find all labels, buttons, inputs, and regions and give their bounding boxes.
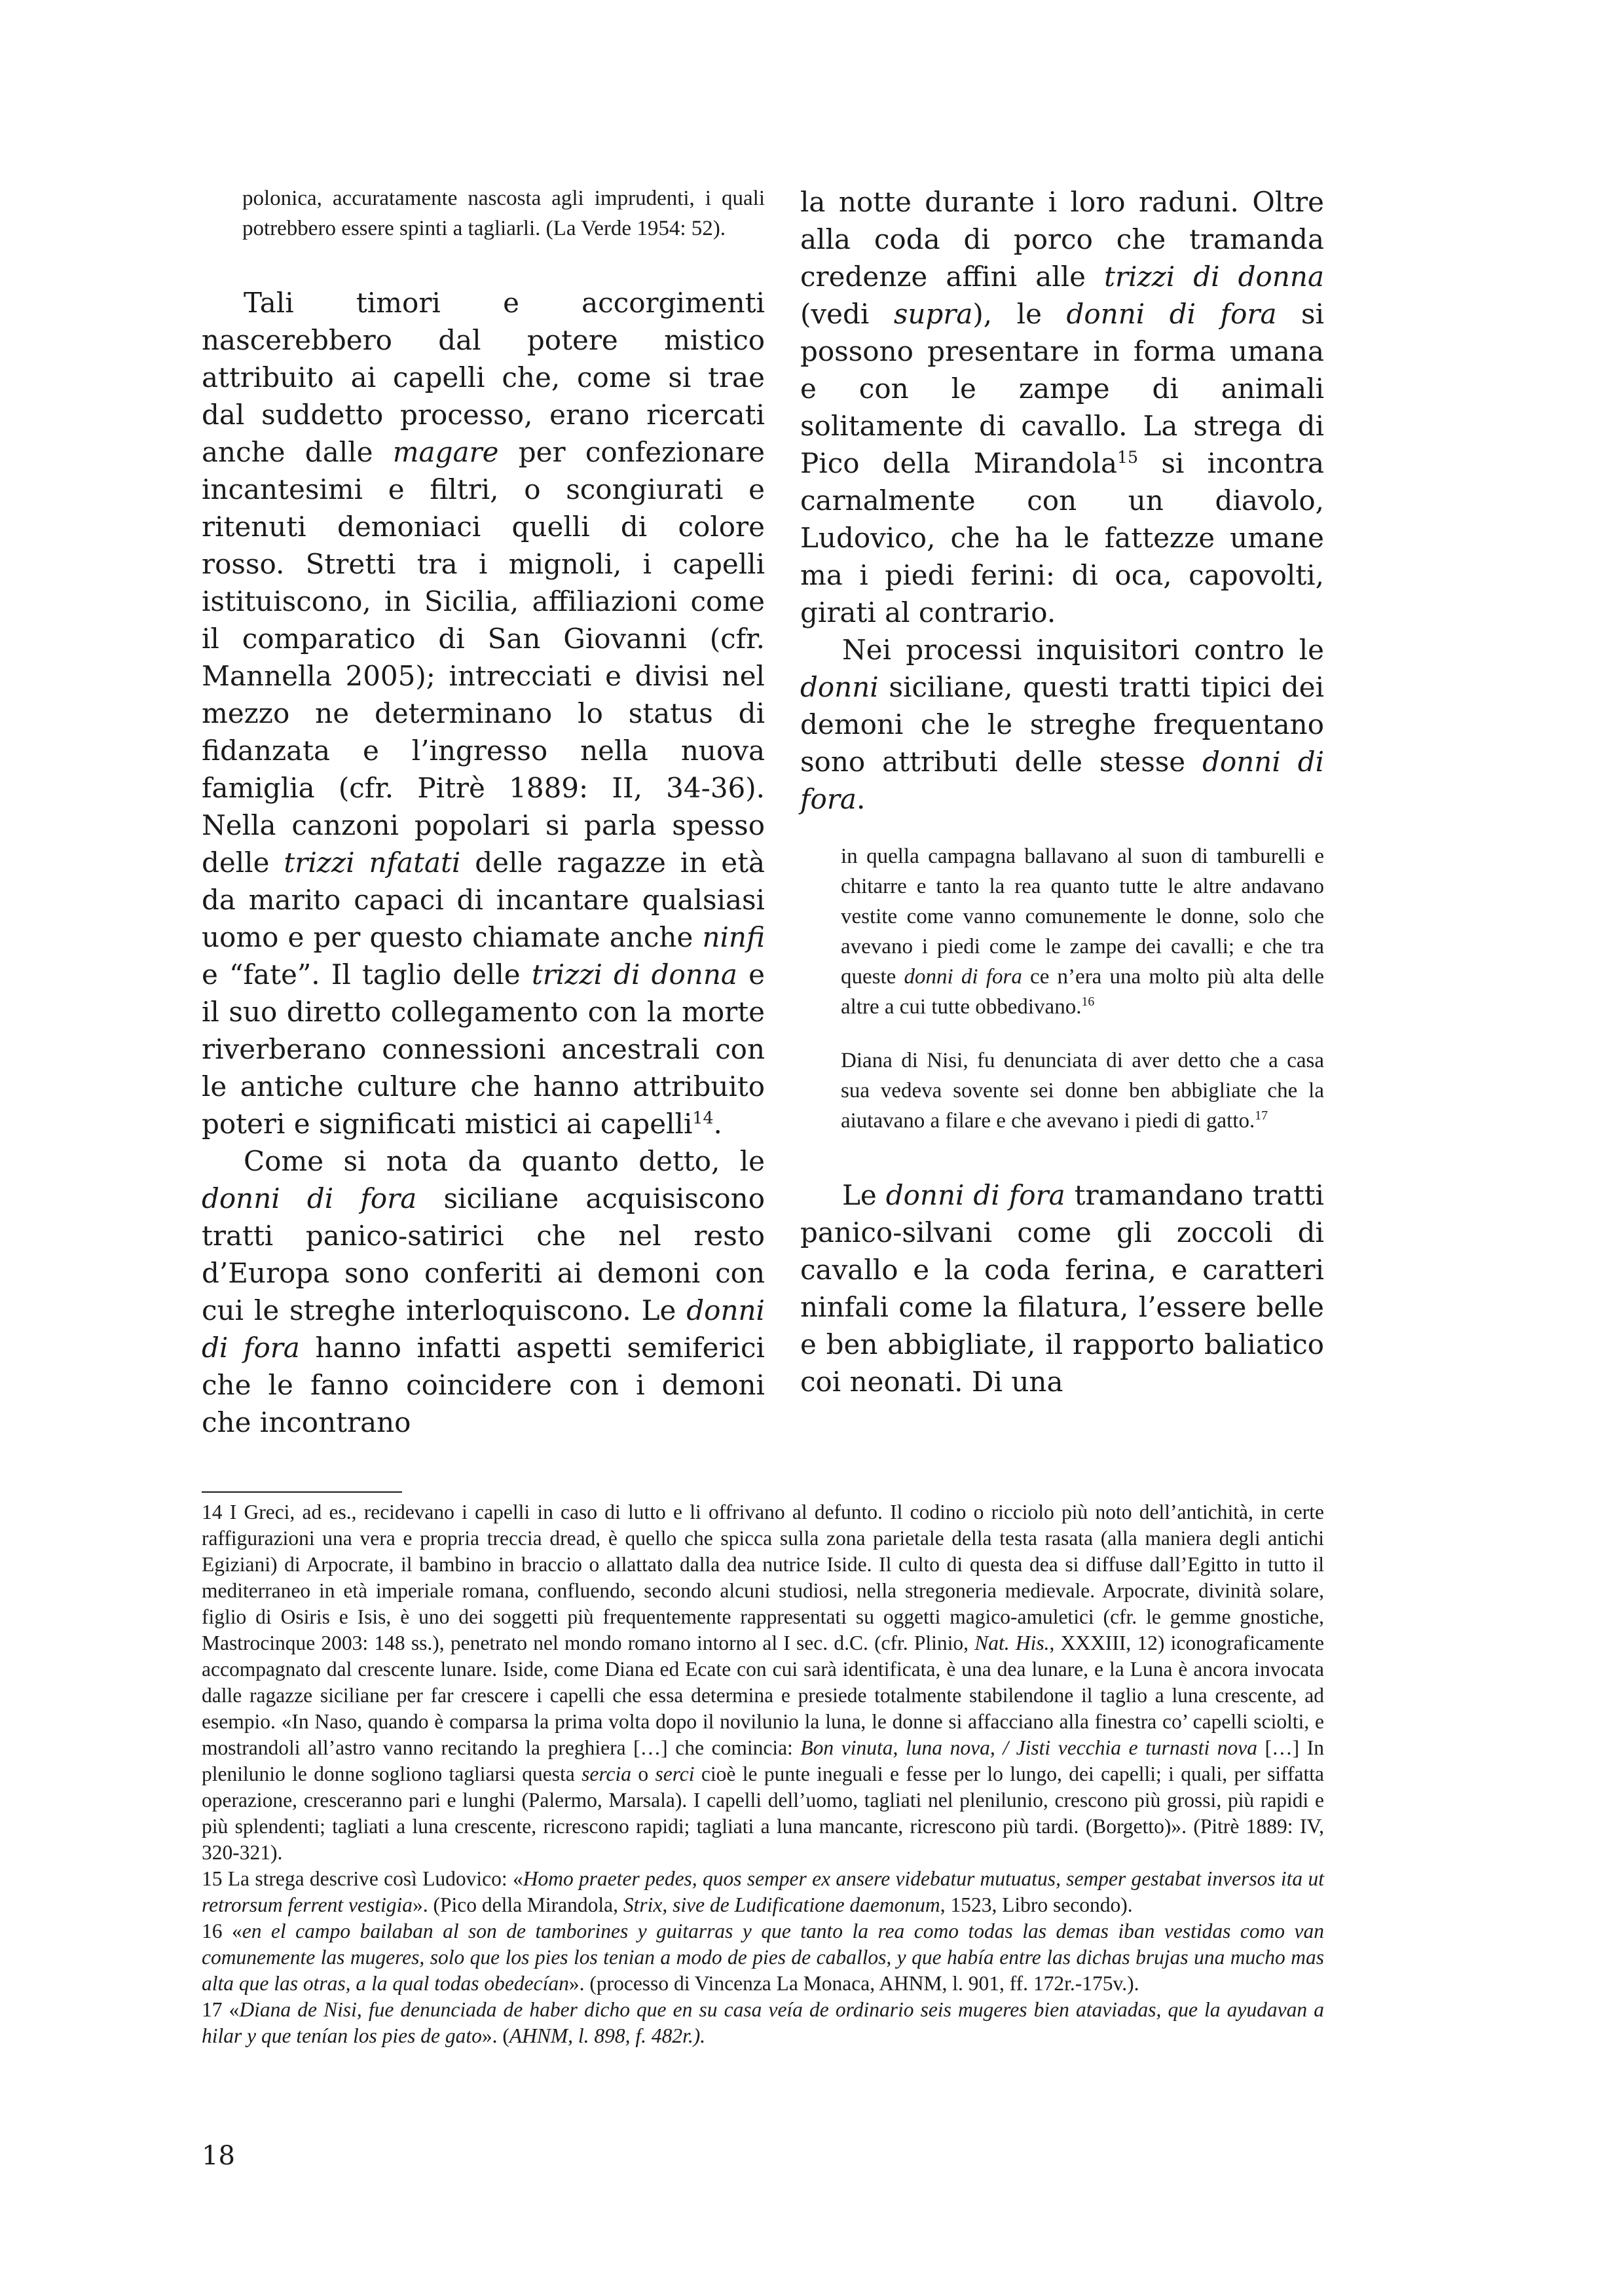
left-column [202,183,765,1441]
footnote-ref: 17 [1255,1108,1268,1123]
body-paragraph: Le donni di fora tramandano tratti panico-silvani come gli zoccoli di cavallo e la coda ferina, e caratteri ninfali come la filatura, l’essere belle e ben abbigliate, il rapporto baliatico coi neonati. Di una [800,1179,1324,1398]
block-quote: Diana di Nisi, fu denunciata di aver detto che a casa sua vedeva sovente sei donne ben abbigliate che la aiutavano a filare e che avevano i piedi di gatto.$^{17}$ [841,1049,1324,1133]
page-number: 18 [202,2141,235,2171]
footnotes [202,1499,1324,2049]
footnote-ref: 14 [692,1108,714,1127]
block-quote-continuation: polonica, accuratamente nascosta agli imprudenti, i quali potrebbero essere spinti a tagliarli. (La Verde 1954: 52). [242,187,765,240]
footnote-ref: 15 [1117,448,1139,467]
footnote-16: 16 «en el campo bailaban al son de tamborines y guitarras y que tanto la rea como todas las demas iban vestidas como van comunemente las mugeres, solo que los pies los tenian a modo de pies de caballos, y que había entre las dichas brujas una mucho mas alta que las otras, a la qual todas obedecían». (processo di Vincenza La Monaca, AHNM, l. 901, ff. 172r.-175v.). [202,1920,1325,1995]
right-column [800,183,1324,1400]
body-paragraph: Tali timori e accorgimenti nascerebbero dal potere mistico attribuito ai capelli che, come si trae dal suddetto processo, erano ricercati anche dalle magare per confezionare incantesimi e filtri, o scongiurati e ritenuti demoniaci quelli di colore rosso. Stretti tra i mignoli, i capelli istituiscono, in Sicilia, affiliazioni come il comparatico di San Giovanni (cfr. Mannella 2005); intrecciati e divisi nel mezzo ne determinano lo status di fidanzata e l’ingresso nella nuova famiglia (cfr. Pitrè 1889: II, 34-36). Nella canzoni popolari si parla spesso delle trizzi nfatati delle ragazze in età da marito capaci di incantare qualsiasi uomo e per questo chiamate anche ninfi e “fate”. Il taglio delle trizzi di donna e il suo diretto collegamento con la morte riverberano connessioni ancestrali con le antiche culture che hanno attribuito poteri e significati mistici ai capelli$^{14}$. [202,287,766,1140]
footnote-ref: 16 [1081,994,1095,1009]
body-paragraph: la notte durante i loro raduni. Oltre alla coda di porco che tramanda credenze affini alle trizzi di donna (vedi supra), le donni di fora si possono presentare in forma umana e con le zampe di animali solitamente di cavallo. La strega di Pico della Mirandola$^{15}$ si incontra carnalmente con un diavolo, Ludovico, che ha le fattezze umane ma i piedi ferini: di oca, capovolti, girati al contrario. [800,186,1325,629]
footnote-15: 15 La strega descrive così Ludovico: «Homo praeter pedes, quos semper ex ansere videbatur mutuatus, semper gestabat inversos ita ut retrorsum ferrent vestigia». (Pico della Mirandola, Strix, sive de Ludificatione daemonum, 1523, Libro secondo). [202,1867,1324,1916]
block-quote: in quella campagna ballavano al suon di tamburelli e chitarre e tanto la rea quanto tutte le altre andavano vestite come vanno comunemente le donne, solo che avevano i piedi come le zampe dei cavalli; e che tra queste donni di fora ce n’era una molto più alta delle altre a cui tutte obbedivano.$^{16}$ [841,845,1324,1019]
body-paragraph: Nei processi inquisitori contro le donni siciliane, questi tratti tipici dei demoni che le streghe frequentano sono attributi delle stesse donni di fora. [800,634,1325,815]
footnote-14: 14 I Greci, ad es., recidevano i capelli in caso di lutto e li offrivano al defunto. Il codino o ricciolo più noto dell’antichità, in certe raffigurazioni una vera e propria treccia dread, è quello che spicca sulla zona parietale della testa rasata (alla maniera degli antichi Egiziani) di Arpocrate, il bambino in braccio o allattato dalla dea nutrice Iside. Il culto di questa dea si diffuse dall’Egitto in tutto il mediterraneo in età imperiale romana, confluendo, secondo alcuni studiosi, nella stregoneria medievale. Arpocrate, divinità solare, figlio di Osiris e Isis, è uno dei soggetti più frequentemente rappresentati su oggetti magico-amuletici (cfr. le gemme gnostiche, Mastrocinque 2003: 148 ss.), penetrato nel mondo romano intorno al I sec. d.C. (cfr. Plinio, Nat. His., XXXIII, 12) iconograficamente accompagnato dal crescente lunare. Iside, come Diana ed Ecate con cui sarà identificata, è una dea lunare, e la Luna è ancora invocata dalle ragazze siciliane per far crescere i capelli che essa determina e presiede totalmente stabilendone il taglio a luna crescente, ad esempio. «In Naso, quando è comparsa la prima volta dopo il novilunio la luna, le donne si affacciano alla finestra co’ capelli sciolti, e mostrandoli all’astro vanno recitando la preghiera […] che comincia: Bon vinuta, luna nova, / Jisti vecchia e turnasti nova […] In plenilunio le donne sogliono tagliarsi questa sercia o serci cioè le punte ineguali e fesse per lo lungo, dei capelli; i quali, per siffatta operazione, cresceranno pari e lunghi (Palermo, Marsala). I capelli dell’uomo, tagliati nel plenilunio, crescono più grossi, più rapidi e più splendenti; tagliati a luna crescente, ricrescono rapidi; tagliati a luna mancante, ricrescono più tardi. (Borgetto)». (Pitrè 1889: IV, 320-321). [202,1501,1324,1864]
footnote-17: 17 «Diana de Nisi, fue denunciada de haber dicho que en su casa veía de ordinario seis mugeres bien ataviadas, que la ayudavan a hilar y que tenían los pies de gato». (AHNM, l. 898, f. 482r.). [202,1998,1324,2047]
body-paragraph: Come si nota da quanto detto, le donni di fora siciliane acquisiscono tratti panico-satirici che nel resto d’Europa sono conferiti ai demoni con cui le streghe interloquiscono. Le donni di fora hanno infatti aspetti semiferici che le fanno coincidere con i demoni che incontrano [202,1145,765,1438]
footnote-separator [202,1491,402,1493]
